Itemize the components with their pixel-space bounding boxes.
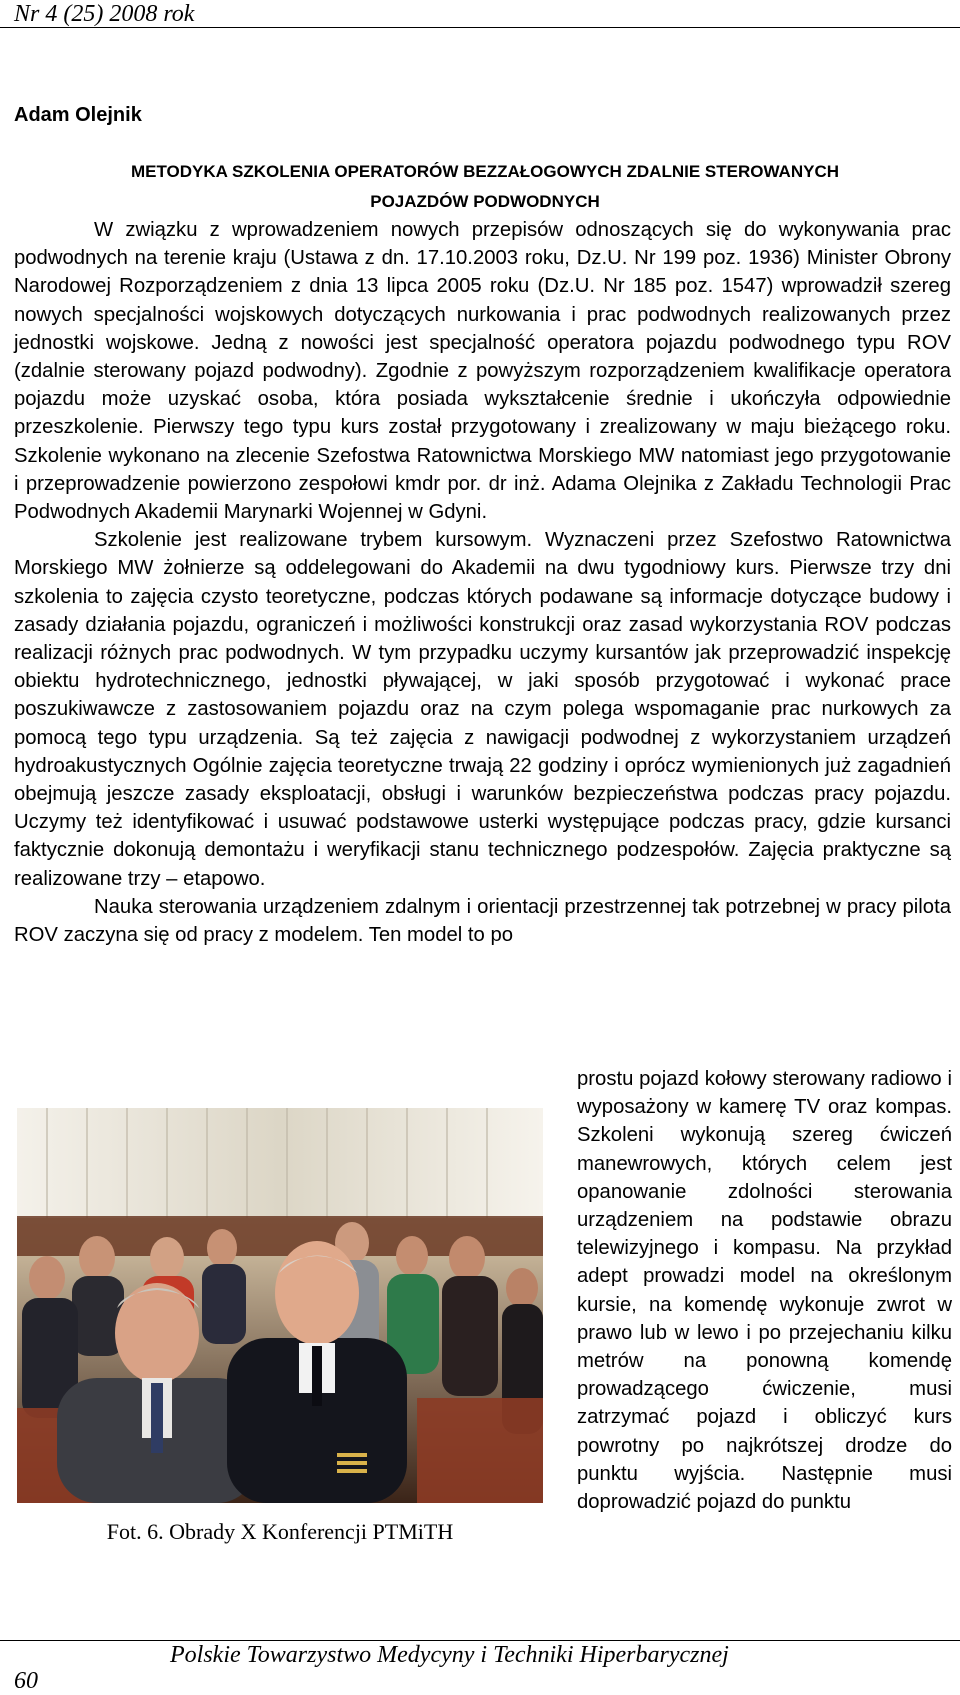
article-author: Adam Olejnik	[14, 104, 142, 126]
article-side-column: prostu pojazd kołowy sterowany radiowo i wyposażony w kamerę TV oraz kompas. Szkoleni wykonują szereg ćwiczeń manewrowych, których celem jest opanowanie zdolności sterowania urządzeniem na podstawie obrazu telewizyjnego i kompasu. Na przykład adept prowadzi model na określonym kursie, na komendę wykonuje zwrot w prawo lub w lewo i po przejechaniu kilku metrów na ponowną komendę prowadzącego ćwiczenie, musi zatrzymać pojazd i obliczyć kurs powrotny po najkrótszej drodze do punktu wyjścia. Następnie musi doprowadzić pojazd do punktu	[577, 1068, 952, 1514]
header-rule	[0, 27, 960, 28]
paragraph-1: W związku z wprowadzeniem nowych przepisów odnoszących się do wykonywania prac podwodnych na terenie kraju (Ustawa z dn. 17.10.2003 roku, Dz.U. Nr 199 poz. 1936) Minister Obrony Narodowej Rozporządzeniem z dnia 13 lipca 2005 roku (Dz.U. Nr 185 poz. 1547) wprowadził szereg nowych specjalności wojskowych dotyczących nurkowania i prac podwodnych realizowanych przez jednostki wojskowe. Jedną z nowości jest specjalność operatora pojazdu podwodnego typu ROV (zdalnie sterowany pojazd podwodny). Zgodnie z powyższym rozporządzeniem kwalifikacje operatora pojazdu może uzyskać osoba, która posiada wykształcenie średnie i ukończyła odpowiednie przeszkolenie. Pierwszy tego typu kurs został przygotowany i zrealizowany w maju bieżącego roku. Szkolenie wykonano na zlecenie Szefostwa Ratownictwa Morskiego MW natomiast jego przygotowanie i przeprowadzenie powierzono zespołowi kmdr por. dr inż. Adama Olejnika z Zakładu Technologii Prac Podwodnych Akademii Marynarki Wojennej w Gdyni.	[14, 219, 951, 524]
article-body	[14, 216, 951, 949]
article-title-line-1: METODYKA SZKOLENIA OPERATORÓW BEZZAŁOGOWYCH ZDALNIE STEROWANYCH	[130, 162, 839, 181]
paragraph-3: Nauka sterowania urządzeniem zdalnym i orientacji przestrzennej tak potrzebnej w pracy pilota ROV zaczyna się od pracy z modelem. Ten model to po	[14, 895, 951, 947]
paragraph-2: Szkolenie jest realizowane trybem kursowym. Wyznaczeni przez Szefostwo Ratownictwa Morskiego MW żołnierze są oddelegowani do Akademii na dwu tygodniowy kurs. Pierwsze trzy dni szkolenia to zajęcia czysto teoretyczne, podczas których podawane są informacje dotyczące budowy i zasady działania pojazdu, ograniczeń i możliwości konstrukcji oraz zasad wykorzystania ROV podczas realizacji różnych prac podwodnych. W tym przypadku uczymy kursantów jak przeprowadzić inspekcję obiektu hydrotechnicznego, jednostki pływającej, w jaki sposób przygotować i wykonać prace poszukiwawcze z zastosowaniem pojazdu oraz na czym polega wspomaganie prac nurkowych za pomocą tego typu urządzenia. Są też zajęcia z nawigacji podwodnej z wykorzystaniem urządzeń hydroakustycznych Ogólnie zajęcia teoretyczne trwają 22 godziny i oprócz wymienionych już zagadnień obejmują jeszcze zasady eksploatacji, obsługi i warunków bezpieczeństwa podczas pracy pojazdu. Uczymy też identyfikować i usuwać podstawowe usterki występujące podczas pracy, gdzie kursanci faktycznie dokonują demontażu i weryfikacji stanu technicznego podzespołów. Zajęcia praktyczne są realizowane trzy – etapowo.	[14, 529, 951, 890]
issue-header: Nr 4 (25) 2008 rok	[14, 1, 195, 27]
article-title-line-2: POJAZDÓW PODWODNYCH	[370, 192, 600, 211]
article-title	[40, 157, 930, 217]
conference-photo-image	[17, 1108, 543, 1503]
conference-photo	[17, 1108, 543, 1503]
journal-footer: Polskie Towarzystwo Medycyny i Techniki Hiperbarycznej	[170, 1642, 729, 1668]
page-number: 60	[14, 1668, 38, 1694]
photo-caption: Fot. 6. Obrady X Konferencji PTMiTH	[106, 1519, 454, 1544]
